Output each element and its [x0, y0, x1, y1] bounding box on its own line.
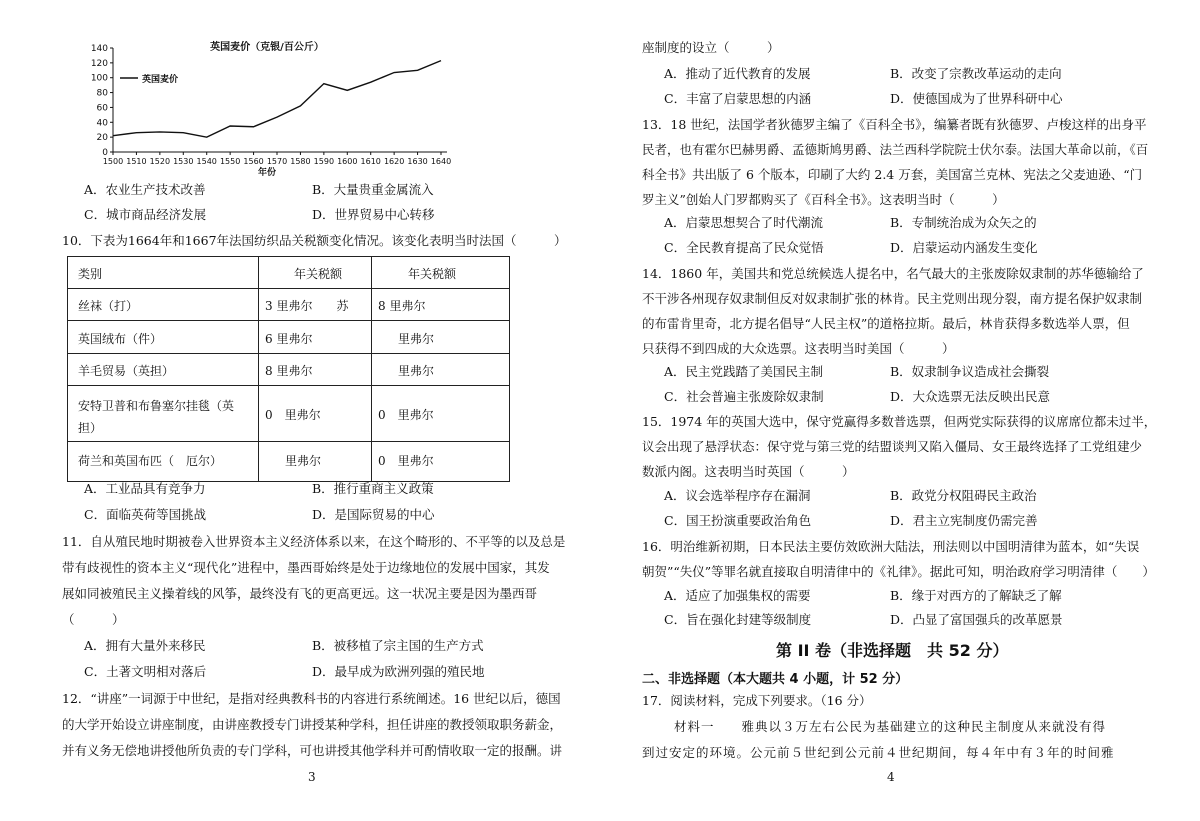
x-tick-label: 1550 [219, 157, 241, 166]
table-cell: 英国绒布（件） [78, 332, 163, 346]
table-cell: 里弗尔 [386, 364, 435, 378]
material1-line: 到过安定的环境。公元前５世纪到公元前４世纪期间，每４年中有３年的时间雅 [642, 745, 1115, 760]
q15-option-a[interactable]: A．议会选举程序存在漏洞 [664, 488, 811, 503]
q16-option-a[interactable]: A．适应了加强集权的需要 [664, 588, 811, 603]
q13-option-a[interactable]: A．启蒙思想契合了时代潮流 [664, 215, 824, 230]
q10-option-b[interactable]: B．推行重商主义政策 [312, 481, 434, 496]
legend-label: 英国麦价 [142, 75, 179, 85]
q16-option-c[interactable]: C．旨在强化封建等级制度 [664, 612, 812, 627]
q10-option-d[interactable]: D．是国际贸易的中心 [312, 507, 435, 522]
series-line-wheat-price [113, 61, 441, 138]
q10-option-c[interactable]: C．面临英荷等国挑战 [84, 507, 207, 522]
table-cell: 丝袜（打） [78, 299, 139, 313]
q15-option-c[interactable]: C．国王扮演重要政治角色 [664, 513, 812, 528]
table-cell: 0 里弗尔 [265, 408, 321, 422]
q13-option-c[interactable]: C．全民教育提高了民众觉悟 [664, 240, 824, 255]
table-cell: 8 里弗尔 [265, 364, 313, 378]
table-cell: 里弗尔 [386, 332, 435, 346]
y-tick-label: 120 [90, 58, 108, 69]
q15-option-d[interactable]: D．君主立宪制度仍需完善 [890, 513, 1038, 528]
table-cell: 羊毛贸易（英担） [78, 364, 175, 378]
q11-option-b[interactable]: B．被移植了宗主国的生产方式 [312, 638, 484, 653]
table-cell: 0 里弗尔 [378, 454, 434, 468]
y-tick-label: 60 [96, 103, 108, 114]
q14-option-a[interactable]: A．民主党践踏了美国民主制 [664, 364, 824, 379]
q12-line: 12．“讲座”一词源于中世纪，是指对经典教科书的内容进行系统阐述。16 世纪以后，德国 [62, 691, 561, 706]
x-tick-label: 1630 [407, 157, 428, 166]
x-tick-label: 1570 [266, 157, 288, 166]
table-cell: 0 里弗尔 [378, 408, 434, 422]
y-tick-label: 100 [90, 73, 108, 84]
q12-option-c[interactable]: C．丰富了启蒙思想的内涵 [664, 91, 812, 106]
x-tick-label: 1500 [102, 157, 124, 166]
q11-option-d[interactable]: D．最早成为欧洲列强的殖民地 [312, 664, 485, 679]
q14-option-d[interactable]: D．大众选票无法反映出民意 [890, 389, 1051, 404]
q12-option-b[interactable]: B．改变了宗教改革运动的走向 [890, 66, 1062, 81]
section-2-title: 第 II 卷（非选择题 共 52 分） [776, 641, 1009, 660]
page-number-left: 3 [308, 770, 316, 784]
table-header-col2: 年关税额 [408, 267, 457, 281]
table-header-col1: 年关税额 [294, 267, 343, 281]
q17-stem: 17．阅读材料，完成下列要求。（16 分） [642, 693, 872, 708]
q12-line: 的大学开始设立讲座制度，由讲座教授专门讲授某种学科，担任讲座的教授领取职务薪金， [62, 717, 563, 732]
q13-option-d[interactable]: D．启蒙运动内涵发生变化 [890, 240, 1038, 255]
q12-option-d[interactable]: D．使德国成为了世界科研中心 [890, 91, 1063, 106]
x-tick-label: 1540 [196, 157, 217, 166]
q13-line: 13．18 世纪，法国学者狄德罗主编了《百科全书》，编纂者既有狄德罗、卢梭这样的出身平 [642, 117, 1147, 132]
q11-line: 11．自从殖民地时期被卷入世界资本主义经济体系以来，在这个畸形的、不平等的以及总是 [62, 534, 566, 549]
x-tick-label: 1600 [337, 157, 358, 166]
q14-line: 的布雷肯里奇，北方提名倡导“人民主权”的道格拉斯。最后，林肯获得多数选举人票，但 [642, 316, 1130, 331]
table-cell: 安特卫普和布鲁塞尔挂毯（英担） [78, 399, 235, 435]
q13-line: 科全书》共出版了 6 个版本，印刷了大约 2.4 万套，美国富兰克林、宪法之父麦迪逊、“门 [642, 167, 1143, 182]
q10-stem: 10．下表为1664年和1667年法国纺织品关税额变化情况。该变化表明当时法国（ ） [62, 233, 567, 248]
table-cell: 6 里弗尔 [265, 332, 313, 346]
q12-line: 并有义务无偿地讲授他所负责的专门学科，可也讲授其他学科并可酌情收取一定的报酬。讲 [62, 743, 563, 758]
q9-option-b[interactable]: B．大量贵重金属流入 [312, 182, 434, 197]
material1-line: 材料一 雅典以３万左右公民为基础建立的这种民主制度从来就没有得 [674, 719, 1107, 734]
q11-option-a[interactable]: A．拥有大量外来移民 [84, 638, 206, 653]
q16-line: 16．明治维新初期，日本民法主要仿效欧洲大陆法，刑法则以中国明清律为蓝本，如“失误 [642, 539, 1140, 554]
x-tick-label: 1640 [430, 157, 452, 166]
x-tick-label: 1620 [383, 157, 405, 166]
y-tick-label: 40 [96, 118, 108, 129]
table-cell: 3 里弗尔 苏 [265, 299, 349, 313]
table-cell: 荷兰和英国布匹（ 厄尔） [78, 454, 223, 468]
y-tick-label: 140 [90, 44, 108, 54]
q16-line: 朝贺”“失仪”等罪名就直接取自明清律中的《礼律》。据此可知，明治政府学习明清律（ ） [642, 564, 1155, 579]
q13-line: 罗主义”创始人门罗都购买了《百科全书》。这表明当时（ ） [642, 192, 1005, 207]
q11-line: 展如同被殖民主义操着线的风筝，最终没有飞的更高更远。这一状况主要是因为墨西哥 [62, 586, 538, 601]
x-tick-label: 1560 [243, 157, 264, 166]
x-tick-label: 1530 [173, 157, 194, 166]
q16-option-b[interactable]: B．缘于对西方的了解缺乏了解 [890, 588, 1062, 603]
q15-option-b[interactable]: B．政党分权阻碍民主政治 [890, 488, 1037, 503]
q11-option-c[interactable]: C．土著文明相对落后 [84, 664, 207, 679]
x-tick-label: 1510 [126, 157, 147, 166]
x-axis-label: 年份 [257, 168, 277, 178]
q15-line: 数派内阁。这表明当时英国（ ） [642, 464, 855, 479]
x-tick-label: 1520 [149, 157, 171, 166]
q14-option-c[interactable]: C．社会普遍主张废除奴隶制 [664, 389, 824, 404]
x-tick-label: 1590 [313, 157, 335, 166]
table-cell: 里弗尔 [273, 454, 322, 468]
page-number-right: 4 [887, 770, 895, 784]
tariff-table [67, 256, 510, 482]
q9-option-d[interactable]: D．世界贸易中心转移 [312, 207, 435, 222]
chart-title: 英国麦价（克银/百公斤） [210, 42, 324, 53]
q9-option-a[interactable]: A．农业生产技术改善 [84, 182, 206, 197]
q13-line: 民者，也有霍尔巴赫男爵、孟德斯鸠男爵、法兰西科学院院士伏尔泰。法国大革命以前，《百 [642, 142, 1149, 157]
x-tick-label: 1610 [360, 157, 381, 166]
q11-line: （ ） [62, 612, 125, 627]
q12-tail: 座制度的设立（ ） [642, 40, 780, 55]
table-cell: 8 里弗尔 [378, 299, 426, 313]
q9-option-c[interactable]: C．城市商品经济发展 [84, 207, 207, 222]
q10-option-a[interactable]: A．工业品具有竞争力 [84, 481, 206, 496]
q14-line: 14．1860 年，美国共和党总统候选人提名中，名气最大的主张废除奴隶制的苏华德输给了 [642, 266, 1144, 281]
q12-option-a[interactable]: A．推动了近代教育的发展 [664, 66, 811, 81]
q14-option-b[interactable]: B．奴隶制争议造成社会撕裂 [890, 364, 1050, 379]
wheat-price-chart [78, 38, 458, 178]
q14-line: 只获得不到四成的大众选票。这表明当时美国（ ） [642, 341, 955, 356]
y-tick-label: 20 [96, 133, 108, 144]
x-tick-label: 1580 [290, 157, 311, 166]
q15-line: 15．1974 年的英国大选中，保守党赢得多数普选票，但两党实际获得的议席席位都未过半， [642, 414, 1157, 429]
y-tick-label: 80 [96, 88, 108, 99]
q13-option-b[interactable]: B．专制统治成为众矢之的 [890, 215, 1037, 230]
q14-line: 不干涉各州现存奴隶制但反对奴隶制扩张的林肯。民主党则出现分裂，南方提名保护奴隶制 [642, 291, 1143, 306]
table-header-category: 类别 [78, 267, 103, 281]
y-tick-label: 0 [102, 148, 108, 158]
q15-line: 议会出现了悬浮状态：保守党与第三党的结盟谈判又陷入僵局、女王最终选择了工党组建少 [642, 439, 1143, 454]
q16-option-d[interactable]: D．凸显了富国强兵的改革愿景 [890, 612, 1063, 627]
section-2-subtitle: 二、非选择题（本大题共 4 小题，计 52 分） [642, 672, 909, 687]
q11-line: 带有歧视性的资本主义“现代化”进程中，墨西哥始终是处于边缘地位的发展中国家，其发 [62, 560, 550, 575]
